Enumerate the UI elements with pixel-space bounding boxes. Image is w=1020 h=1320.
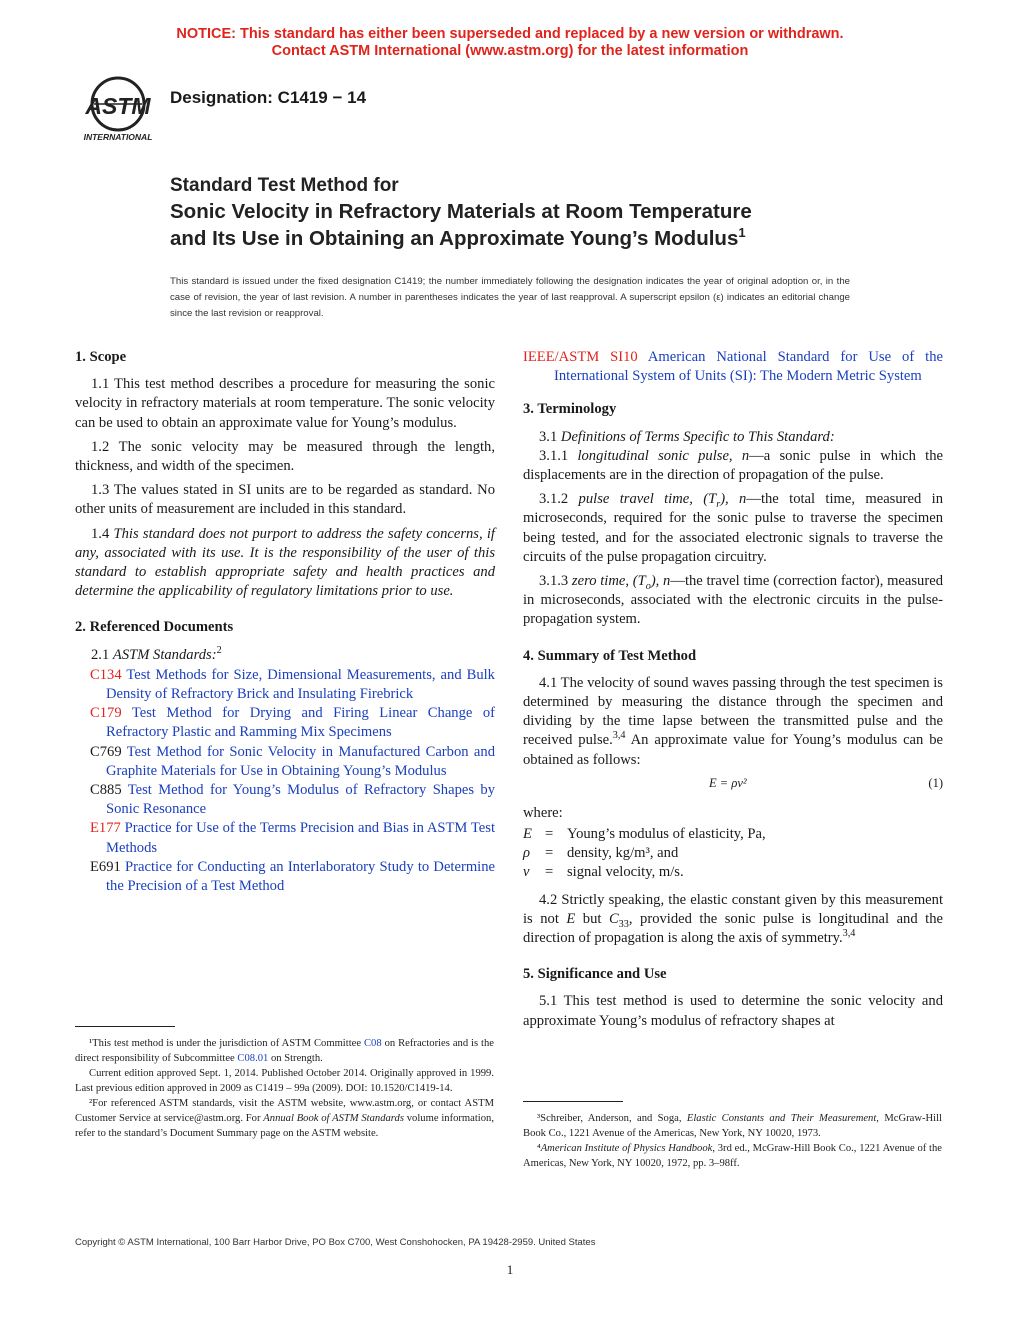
footnote-1: ¹This test method is under the jurisdiction of ASTM Committee C08 on Refractories and is the direct responsibility of Subcommittee C08.01 on Strength. xyxy=(75,1038,494,1064)
title-footnote-mark: 1 xyxy=(738,225,746,241)
footnote-3: ³Schreiber, Anderson, and Soga, Elastic Constants and Their Measurement, McGraw-Hill Book Co., 1221 Avenue of the Americas, New York, NY 10020, 1973. xyxy=(523,1113,942,1139)
astm-logo xyxy=(76,76,160,142)
where-label: where: xyxy=(523,804,563,821)
footnotes-right xyxy=(523,1111,942,1171)
title-line-2: Sonic Velocity in Refractory Materials at Room Temperature xyxy=(170,200,752,223)
document-title xyxy=(170,174,970,252)
committee-link[interactable]: C08 xyxy=(363,1038,382,1049)
definition-row: ρ = density, kg/m³, and xyxy=(523,845,679,862)
terminology-3-1-2: 3.1.2 pulse travel time, $(T_r)$, n—the total time, measured in microseconds, required for the sonic pulse to traverse the specimen being tested, and for the associated electronic signals to traverse the circuits of the pulse propagation circuitry. xyxy=(523,491,943,565)
footnote-4: ⁴American Institute of Physics Handbook, 3rd ed., McGraw-Hill Book Co., 1221 Avenue of the Americas, New York, NY 10020, 1972, pp. 3–98ff. xyxy=(523,1143,942,1169)
designation: Designation: C1419 − 14 xyxy=(170,88,367,107)
notice-line-2: Contact ASTM International (www.astm.org) for the latest information xyxy=(271,43,749,59)
title-line-1: Standard Test Method for xyxy=(170,175,399,196)
withdrawn-notice xyxy=(0,26,1020,60)
ref-e691[interactable]: E691 Practice for Conducting an Interlaboratory Study to Determine the Precision of a Test Method xyxy=(90,858,496,895)
footnote-2: ²For referenced ASTM standards, visit the ASTM website, www.astm.org, or contact ASTM Customer Service at service@astm.org. For Annual Book of ASTM Standards volume information, refer to the standard’s Document Summary page on the ASTM website. xyxy=(75,1098,494,1139)
ref-ieee-si10[interactable]: IEEE/ASTM SI10 American National Standard for Use of the International System of Units (SI): The Modern Metric System xyxy=(523,349,943,385)
scope-1-4: 1.4 This standard does not purport to address the safety concerns, if any, associated with its use. It is the responsibility of the user of this standard to establish appropriate safety and health practices and determine the applicability of regulatory limitations prior to use. xyxy=(75,525,495,600)
equation: E = ρv² xyxy=(709,775,747,790)
scope-1-2: 1.2 The sonic velocity may be measured through the length, thickness, and width of the specimen. xyxy=(75,438,495,475)
ref-c179[interactable]: C179 Test Method for Drying and Firing Linear Change of Refractory Plastic and Ramming Mix Specimens xyxy=(90,705,495,741)
ref-e177[interactable]: E177 Practice for Use of the Terms Precision and Bias in ASTM Test Methods xyxy=(90,820,496,856)
issuance-statement: This standard is issued under the fixed designation C1419; the number immediately following the designation indicates the year of original adoption or, in the case of revision, the year of last revision. A number in parentheses indicates the year of last reapproval. A superscript epsilon (ε) indicates an editorial change since the last revision or reapproval. xyxy=(170,276,850,319)
significance-heading: 5. Significance and Use xyxy=(523,966,667,983)
equation-1 xyxy=(523,770,943,798)
scope-heading: 1. Scope xyxy=(75,349,127,365)
page-number: 1 xyxy=(506,1262,514,1277)
summary-4-1: 4.1 The velocity of sound waves passing through the test specimen is determined by measuring the distance through the specimen and dividing by the time lapse between the transmitted pulse and the received pulse.$^{3,4}$ An approximate value for Young’s modulus can be obtained as follows: xyxy=(523,674,943,768)
significance-5-1: 5.1 This test method is used to determine the sonic velocity and approximate Young’s modulus of refractory shapes at xyxy=(523,993,943,1029)
footnote-1-edition: Current edition approved Sept. 1, 2014. Published October 2014. Originally approved in 1999. Last previous edition approved in 2009 as C1419 – 99a (2009). DOI: 10.1520/C1419-14. xyxy=(75,1068,494,1094)
copyright: Copyright © ASTM International, 100 Barr Harbor Drive, PO Box C700, West Conshohocken, PA 19428-2959. United States xyxy=(75,1237,596,1248)
terminology-3-1: 3.1 Definitions of Terms Specific to This Standard: xyxy=(539,428,835,445)
symbol-definitions xyxy=(523,825,943,883)
scope-1-1: 1.1 This test method describes a procedure for measuring the sonic velocity in refractory materials at room temperature. The sonic velocity can be used to obtain an approximate value for Young’s modulus. xyxy=(75,376,495,431)
left-column xyxy=(75,348,495,896)
footnote-rule-left xyxy=(75,1026,175,1027)
definition-row: E = Young’s modulus of elasticity, Pa, xyxy=(523,826,766,843)
definition-row: v = signal velocity, m/s. xyxy=(523,864,684,881)
astm-logo-icon xyxy=(76,76,160,142)
logo-subtitle: INTERNATIONAL xyxy=(83,132,153,142)
notice-line-1: NOTICE: This standard has either been superseded and replaced by a new version or withdrawn. xyxy=(176,26,844,42)
title-line-3: and Its Use in Obtaining an Approximate Young’s Modulus$^1$ xyxy=(170,225,746,250)
summary-heading: 4. Summary of Test Method xyxy=(523,647,697,664)
terminology-heading: 3. Terminology xyxy=(523,401,617,418)
logo-letters: ASTM xyxy=(85,93,151,119)
scope-1-3: 1.3 The values stated in SI units are to be regarded as standard. No other units of measurement are included in this standard. xyxy=(75,482,495,518)
footnotes-left xyxy=(75,1036,494,1141)
subcommittee-link[interactable]: C08.01 xyxy=(237,1053,269,1064)
equation-number: (1) xyxy=(928,775,943,790)
referenced-heading: 2. Referenced Documents xyxy=(75,619,234,636)
summary-4-2: 4.2 Strictly speaking, the elastic constant given by this measurement is not E but $C_{33}$, provided the sonic pulse is longitudinal and the direction of propagation is along the axis of symmetry.$^{3,4}$ xyxy=(523,891,943,947)
right-column xyxy=(523,348,943,1036)
ref-c885[interactable]: C885 Test Method for Young’s Modulus of Refractory Shapes by Sonic Resonance xyxy=(90,782,495,818)
terminology-3-1-1: 3.1.1 longitudinal sonic pulse, n—a sonic pulse in which the displacements are in the direction of propagation of the pulse. xyxy=(523,447,943,484)
terminology-3-1-3: 3.1.3 zero time, $(T_o)$, n—the travel time (correction factor), measured in microseconds, associated with the electronic circuits in the pulse-propagation system. xyxy=(523,573,943,628)
ref-c769[interactable]: C769 Test Method for Sonic Velocity in Manufactured Carbon and Graphite Materials for Use in Obtaining Young’s Modulus xyxy=(90,743,495,779)
astm-standards-label: 2.1 ASTM Standards:$^2$ xyxy=(91,644,222,663)
ref-c134[interactable]: C134 Test Methods for Size, Dimensional Measurements, and Bulk Density of Refractory Brick and Insulating Firebrick xyxy=(90,666,495,703)
footnote-rule-right xyxy=(523,1101,623,1102)
